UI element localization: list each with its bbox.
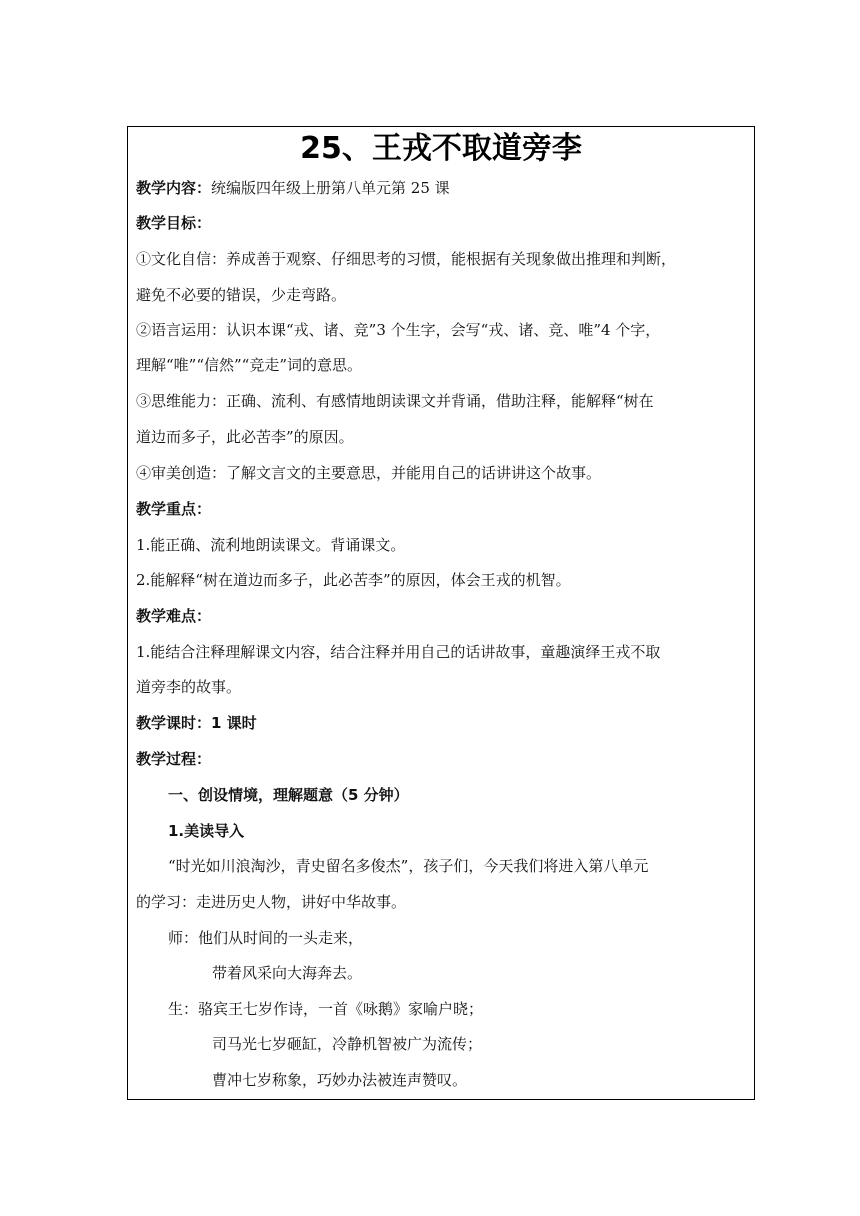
objective-4: ④审美创造：了解文言文的主要意思，并能用自己的话讲讲这个故事。 xyxy=(136,464,602,482)
intro-line2: 的学习：走进历史人物，讲好中华故事。 xyxy=(136,893,407,911)
objective-3-line1: ③思维能力：正确、流利、有感情地朗读课文并背诵，借助注释，能解释“树在 xyxy=(136,392,654,410)
objective-2-line1: ②语言运用：认识本课“戎、诸、竞”3 个生字，会写“戎、诸、竞、唯”4 个字， xyxy=(136,321,661,339)
key-point-2: 2.能解释“树在道边而多子，此必苦李”的原因，体会王戎的机智。 xyxy=(136,571,571,589)
difficulty-1-line1: 1.能结合注释理解课文内容，结合注释并用自己的话讲故事，童趣演绎王戎不取 xyxy=(136,643,661,661)
teacher-line1: 师：他们从时间的一头走来， xyxy=(168,929,364,947)
class-hours: 教学课时：1 课时 xyxy=(136,714,257,732)
objective-1-line2: 避免不必要的错误，少走弯路。 xyxy=(136,286,347,304)
subsection-1-heading: 1.美读导入 xyxy=(168,822,245,840)
lesson-plan-box xyxy=(127,126,755,1100)
key-point-1: 1.能正确、流利地朗读课文。背诵课文。 xyxy=(136,536,406,554)
content-value: 统编版四年级上册第八单元第 25 课 xyxy=(211,179,450,197)
student-line1: 生：骆宾王七岁作诗，一首《咏鹅》家喻户晓； xyxy=(168,1000,484,1018)
intro-line1: “时光如川浪淘沙，青史留名多俊杰”，孩子们，今天我们将进入第八单元 xyxy=(168,857,649,875)
student-line2: 司马光七岁砸缸，冷静机智被广为流传； xyxy=(212,1035,483,1053)
difficulty-1-line2: 道旁李的故事。 xyxy=(136,678,242,696)
teacher-line2: 带着风采向大海奔去。 xyxy=(212,964,363,982)
difficulties-heading: 教学难点： xyxy=(136,607,212,625)
objectives-heading: 教学目标： xyxy=(136,214,212,232)
section-1-heading: 一、创设情境，理解题意（5 分钟） xyxy=(168,786,409,804)
objective-3-line2: 道边而多子，此必苦李”的原因。 xyxy=(136,428,354,446)
lesson-title: 25、王戎不取道旁李 xyxy=(300,131,582,166)
process-heading: 教学过程： xyxy=(136,750,212,768)
student-line3: 曹冲七岁称象，巧妙办法被连声赞叹。 xyxy=(212,1071,468,1089)
content-label: 教学内容： xyxy=(136,179,212,197)
objective-2-line2: 理解“唯”“信然”“竞走”词的意思。 xyxy=(136,356,363,374)
content-line xyxy=(136,178,450,198)
key-points-heading: 教学重点： xyxy=(136,500,212,518)
objective-1-line1: ①文化自信：养成善于观察、仔细思考的习惯，能根据有关现象做出推理和判断， xyxy=(136,250,677,268)
